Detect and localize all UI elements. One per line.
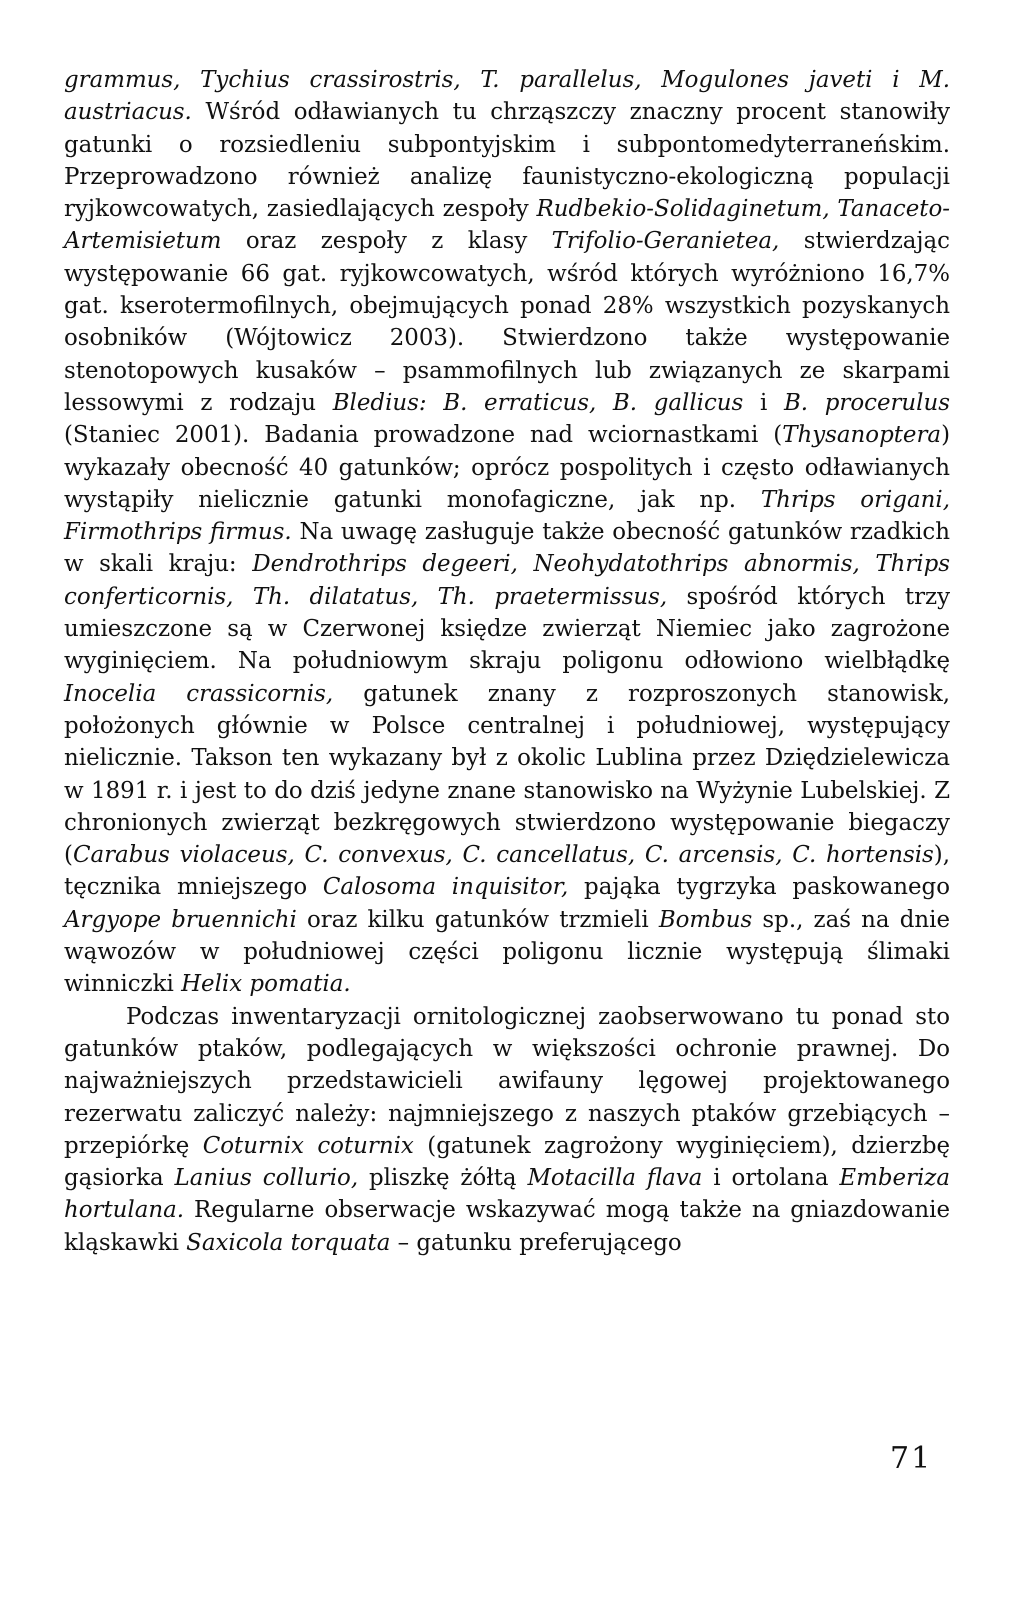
text-run: Regularne obserwacje wskazywać mogą także na gniazdowanie kląskawki [64,1197,950,1256]
italic-run: Calosoma inquisitor, [322,874,569,901]
italic-run: Motacilla flava [527,1165,703,1192]
text-run: pliszkę żółtą [358,1165,528,1192]
italic-run: Rudbekio-Solidaginetum, Tanaceto-Artemisietum [64,196,950,255]
text-run: sp., zaś na dnie wąwozów w południowej części poligonu licznie występują ślimaki winniczki [64,906,950,998]
paragraph-1 [64,64,950,1001]
text-run: pająka tygrzyka paskowanego [568,874,950,901]
text-column [64,64,950,1259]
italic-run: Dendrothrips degeeri, Neohydatothrips abnormis, Thrips conferticornis, Th. dilatatus, Th. praetermissus, [64,551,951,610]
italic-run: grammus, Tychius crassirostris, T. parallelus, Mogulones javeti i M. austriacus. [64,67,950,126]
italic-run: Inocelia crassicornis, [64,680,334,707]
text-run: Na uwagę zasługuje także obecność gatunków rzadkich w skali kraju: [64,519,950,578]
italic-run: Lanius collurio, [174,1165,359,1192]
italic-run: Coturnix coturnix [202,1132,414,1159]
italic-run: Helix pomatia. [181,971,351,998]
text-run: Podczas inwentaryzacji ornitologicznej zaobserwowano tu ponad sto gatunków ptaków, podlegających w większości ochronie prawnej. Do najważniejszych przedstawicieli awifauny lęgowej projektowanego rezerwatu zaliczyć należy: najmniejszego z naszych ptaków grzebiących – przepiórkę [64,1003,950,1159]
italic-run: Thysanoptera [782,422,942,449]
text-run: gatunek znany z rozproszonych stanowisk, położonych głównie w Polsce centralnej i południowej, występujący nielicznie. Takson ten wykazany był z okolic Lublina przez Dziędzielewicza w 1891 r. i jest to do dziś jedyne znane stanowisko na Wyżynie Lubelskiej. Z chronionych zwierząt bezkręgowych stwierdzono występowanie biegaczy ( [64,680,950,869]
italic-run: Emberiza hortulana. [64,1165,950,1224]
italic-run: Carabus violaceus, C. convexus, C. cancellatus, C. arcensis, C. hortensis [72,842,934,869]
italic-run: Saxicola torquata [186,1229,391,1256]
italic-run: Thrips origani, Firmothrips firmus. [64,486,950,546]
text-run: oraz zespoły z klasy [221,228,552,255]
italic-run: Argyope bruennichi [64,906,297,933]
text-run: spośród których trzy umieszczone są w Czerwonej księdze zwierząt Niemiec jako zagrożone wyginięciem. Na południowym skraju poligonu odłowiono wielbłądkę [64,583,950,675]
page-number: 71 [890,1441,933,1476]
text-run: ) wykazały obecność 40 gatunków; oprócz pospolitych i często odławianych wystąpiły nielicznie gatunki monofagiczne, jak np. [64,422,950,513]
text-run: (gatunek zagrożony wyginięciem), dzierzbę gąsiorka [64,1132,951,1192]
text-run: ), tęcznika mniejszego [64,842,950,901]
text-run: (Staniec 2001). Badania prowadzone nad wciornastkami ( [64,422,783,449]
paragraph-2 [64,1001,950,1259]
text-run: stwierdzając występowanie 66 gat. ryjkowcowatych, wśród których wyróżniono 16,7% gat. kserotermofilnych, obejmujących ponad 28% wszystkich pozyskanych osobników (Wójtowicz 2003). Stwierdzono także występowanie stenotopowych kusaków – psammofilnych lub związanych ze skarpami lessowymi z rodzaju [64,228,950,416]
text-run: i ortolana [702,1165,840,1192]
text-run: – gatunku preferującego [390,1229,682,1256]
italic-run: Bledius: B. erraticus, B. gallicus [332,389,744,416]
text-run: oraz kilku gatunków trzmieli [296,906,659,933]
italic-run: B. procerulus [783,389,950,416]
text-run: Wśród odławianych tu chrząszczy znaczny procent stanowiły gatunki o rozsiedleniu subpontyjskim i subpontomedyterraneńskim. Przeprowadzono również analizę faunistyczno-ekologiczną populacji ryjkowcowatych, zasiedlających zespoły [64,99,950,223]
italic-run: Bombus [658,906,753,933]
italic-run: Trifolio-Geranietea, [551,228,780,255]
text-run: i [743,389,784,416]
